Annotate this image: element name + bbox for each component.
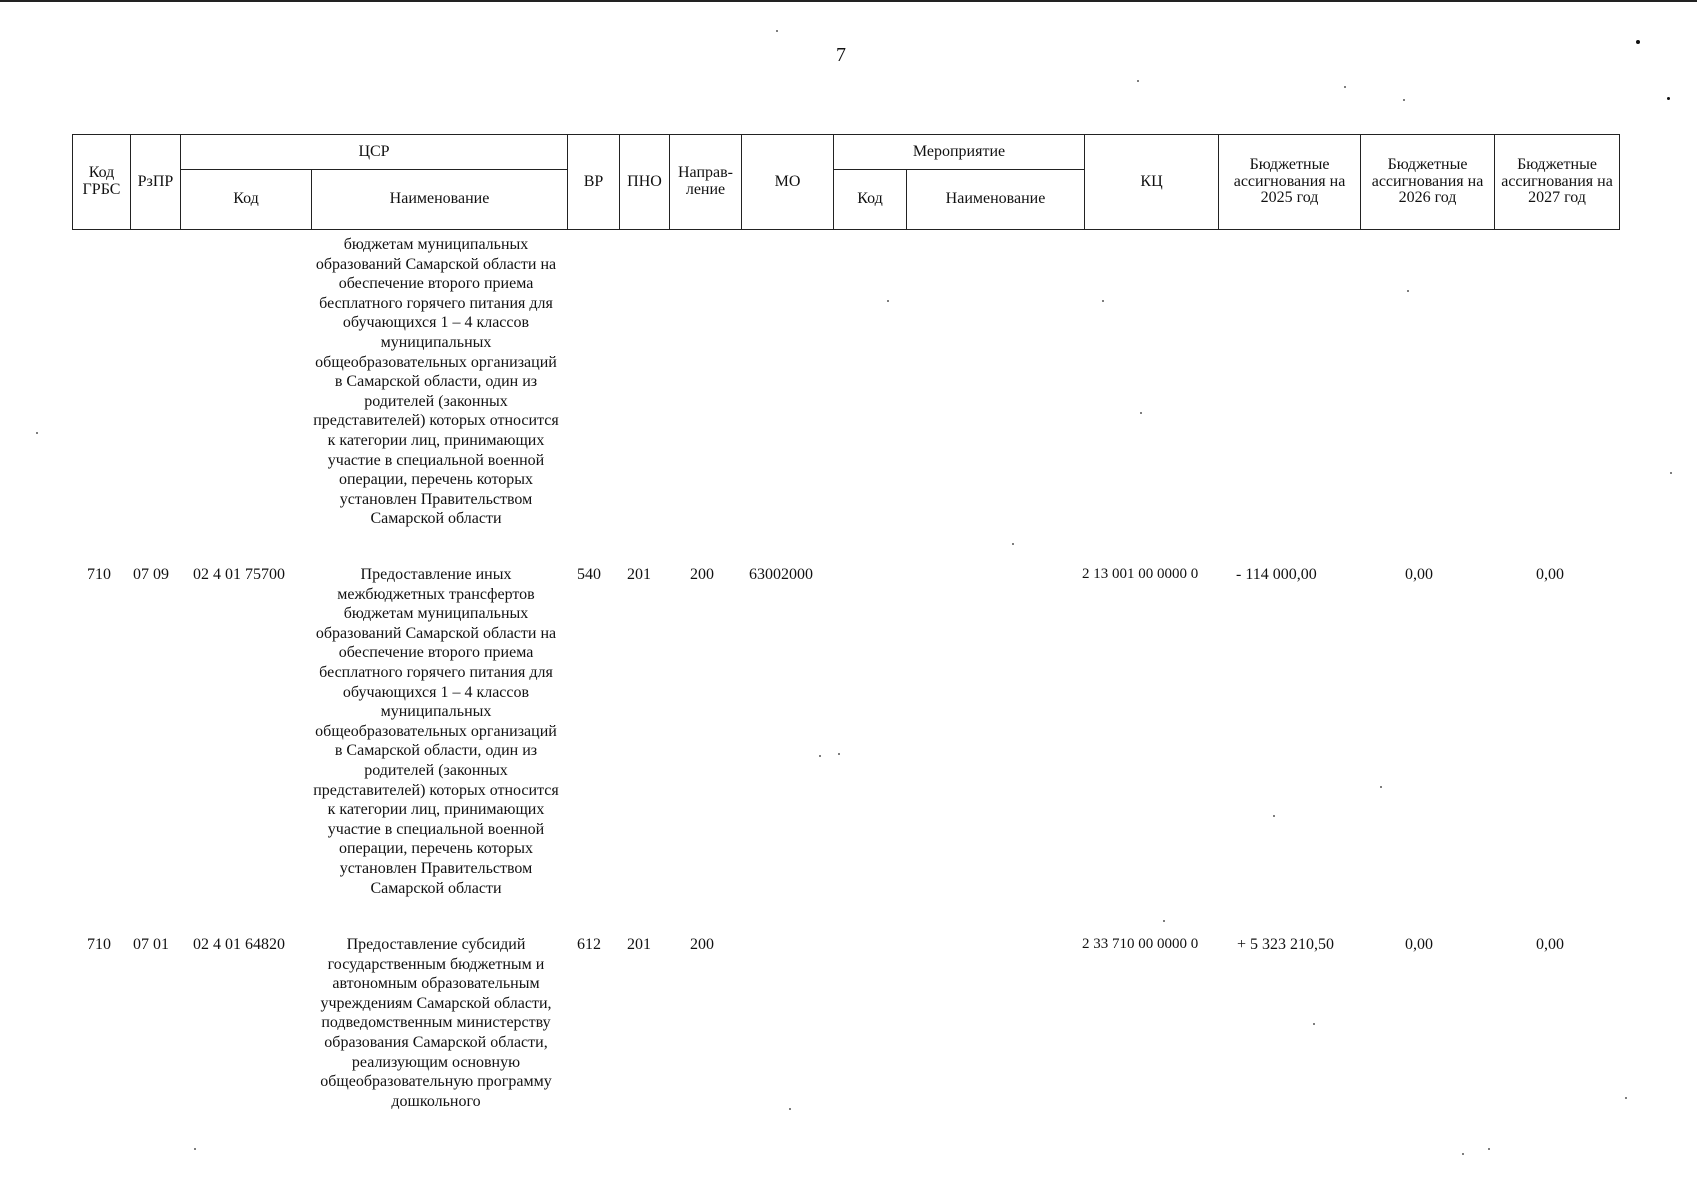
header-meropr-kod: Код	[834, 170, 907, 230]
header-mo: МО	[742, 135, 834, 230]
cell-rzpr: 07 01	[133, 936, 169, 953]
header-meropr: Мероприятие	[834, 135, 1085, 170]
cell-pno: 201	[627, 566, 651, 583]
cell-b2025: - 114 000,00	[1236, 566, 1317, 583]
header-csr-name: Наименование	[312, 170, 568, 230]
cell-napr: 200	[690, 936, 714, 953]
cell-name: Предоставление субсидий государственным бюджетным и автономным образовательным учреждениям Самарской области, подведомственным министерству образования Самарской области, реализующим основную общеобразовательную программу дошкольного	[320, 936, 552, 1110]
header-meropr-name: Наименование	[907, 170, 1085, 230]
header-b2025: Бюджетные ассигнования на 2025 год	[1219, 135, 1361, 230]
cell-b2027: 0,00	[1536, 566, 1564, 583]
header-pno: ПНО	[620, 135, 670, 230]
continuation-name: бюджетам муниципальных образований Самарской области на обеспечение второго приема бесплатного горячего питания для обучающихся 1 – 4 классов муниципальных общеобразовательных организаций в Самарской области, один из родителей (законных представителей) которых относится к категории лиц, принимающих участие в специальной военной операции, перечень которых установлен Правительством Самарской области	[313, 236, 559, 528]
header-kod-grbs: Код ГРБС	[73, 135, 131, 230]
cell-b2025: + 5 323 210,50	[1237, 936, 1335, 953]
header-b2027: Бюджетные ассигнования на 2027 год	[1495, 135, 1620, 230]
header-vr: ВР	[568, 135, 620, 230]
cell-b2026: 0,00	[1405, 936, 1433, 953]
cell-napr: 200	[690, 566, 714, 583]
table-header	[72, 134, 1620, 230]
cell-rzpr: 07 09	[133, 566, 169, 583]
header-kc: КЦ	[1085, 135, 1219, 230]
cell-kc: 2 13 001 00 0000 0	[1082, 566, 1199, 582]
cell-mo: 63002000	[749, 566, 813, 583]
cell-grbs: 710	[87, 566, 111, 583]
cell-name: Предоставление иных межбюджетных трансфертов бюджетам муниципальных образований Самарской области на обеспечение второго приема бесплатного горячего питания для обучающихся 1 – 4 классов муниципальных общеобразовательных организаций в Самарской области, один из родителей (законных представителей) которых относится к категории лиц, принимающих участие в специальной военной операции, перечень которых установлен Правительством Самарской области	[313, 566, 559, 897]
cell-csr: 02 4 01 64820	[193, 936, 285, 953]
cell-csr: 02 4 01 75700	[193, 566, 285, 583]
cell-kc: 2 33 710 00 0000 0	[1082, 936, 1199, 952]
cell-b2026: 0,00	[1405, 566, 1433, 583]
header-b2026: Бюджетные ассигнования на 2026 год	[1361, 135, 1495, 230]
header-rzpr: РзПР	[131, 135, 181, 230]
page-number: 7	[836, 44, 846, 66]
cell-b2027: 0,00	[1536, 936, 1564, 953]
header-csr: ЦСР	[181, 135, 568, 170]
header-napr: Направ-ление	[670, 135, 742, 230]
cell-vr: 540	[577, 566, 601, 583]
cell-grbs: 710	[87, 936, 111, 953]
top-rule	[0, 0, 1697, 2]
header-csr-kod: Код	[181, 170, 312, 230]
cell-vr: 612	[577, 936, 601, 953]
cell-pno: 201	[627, 936, 651, 953]
